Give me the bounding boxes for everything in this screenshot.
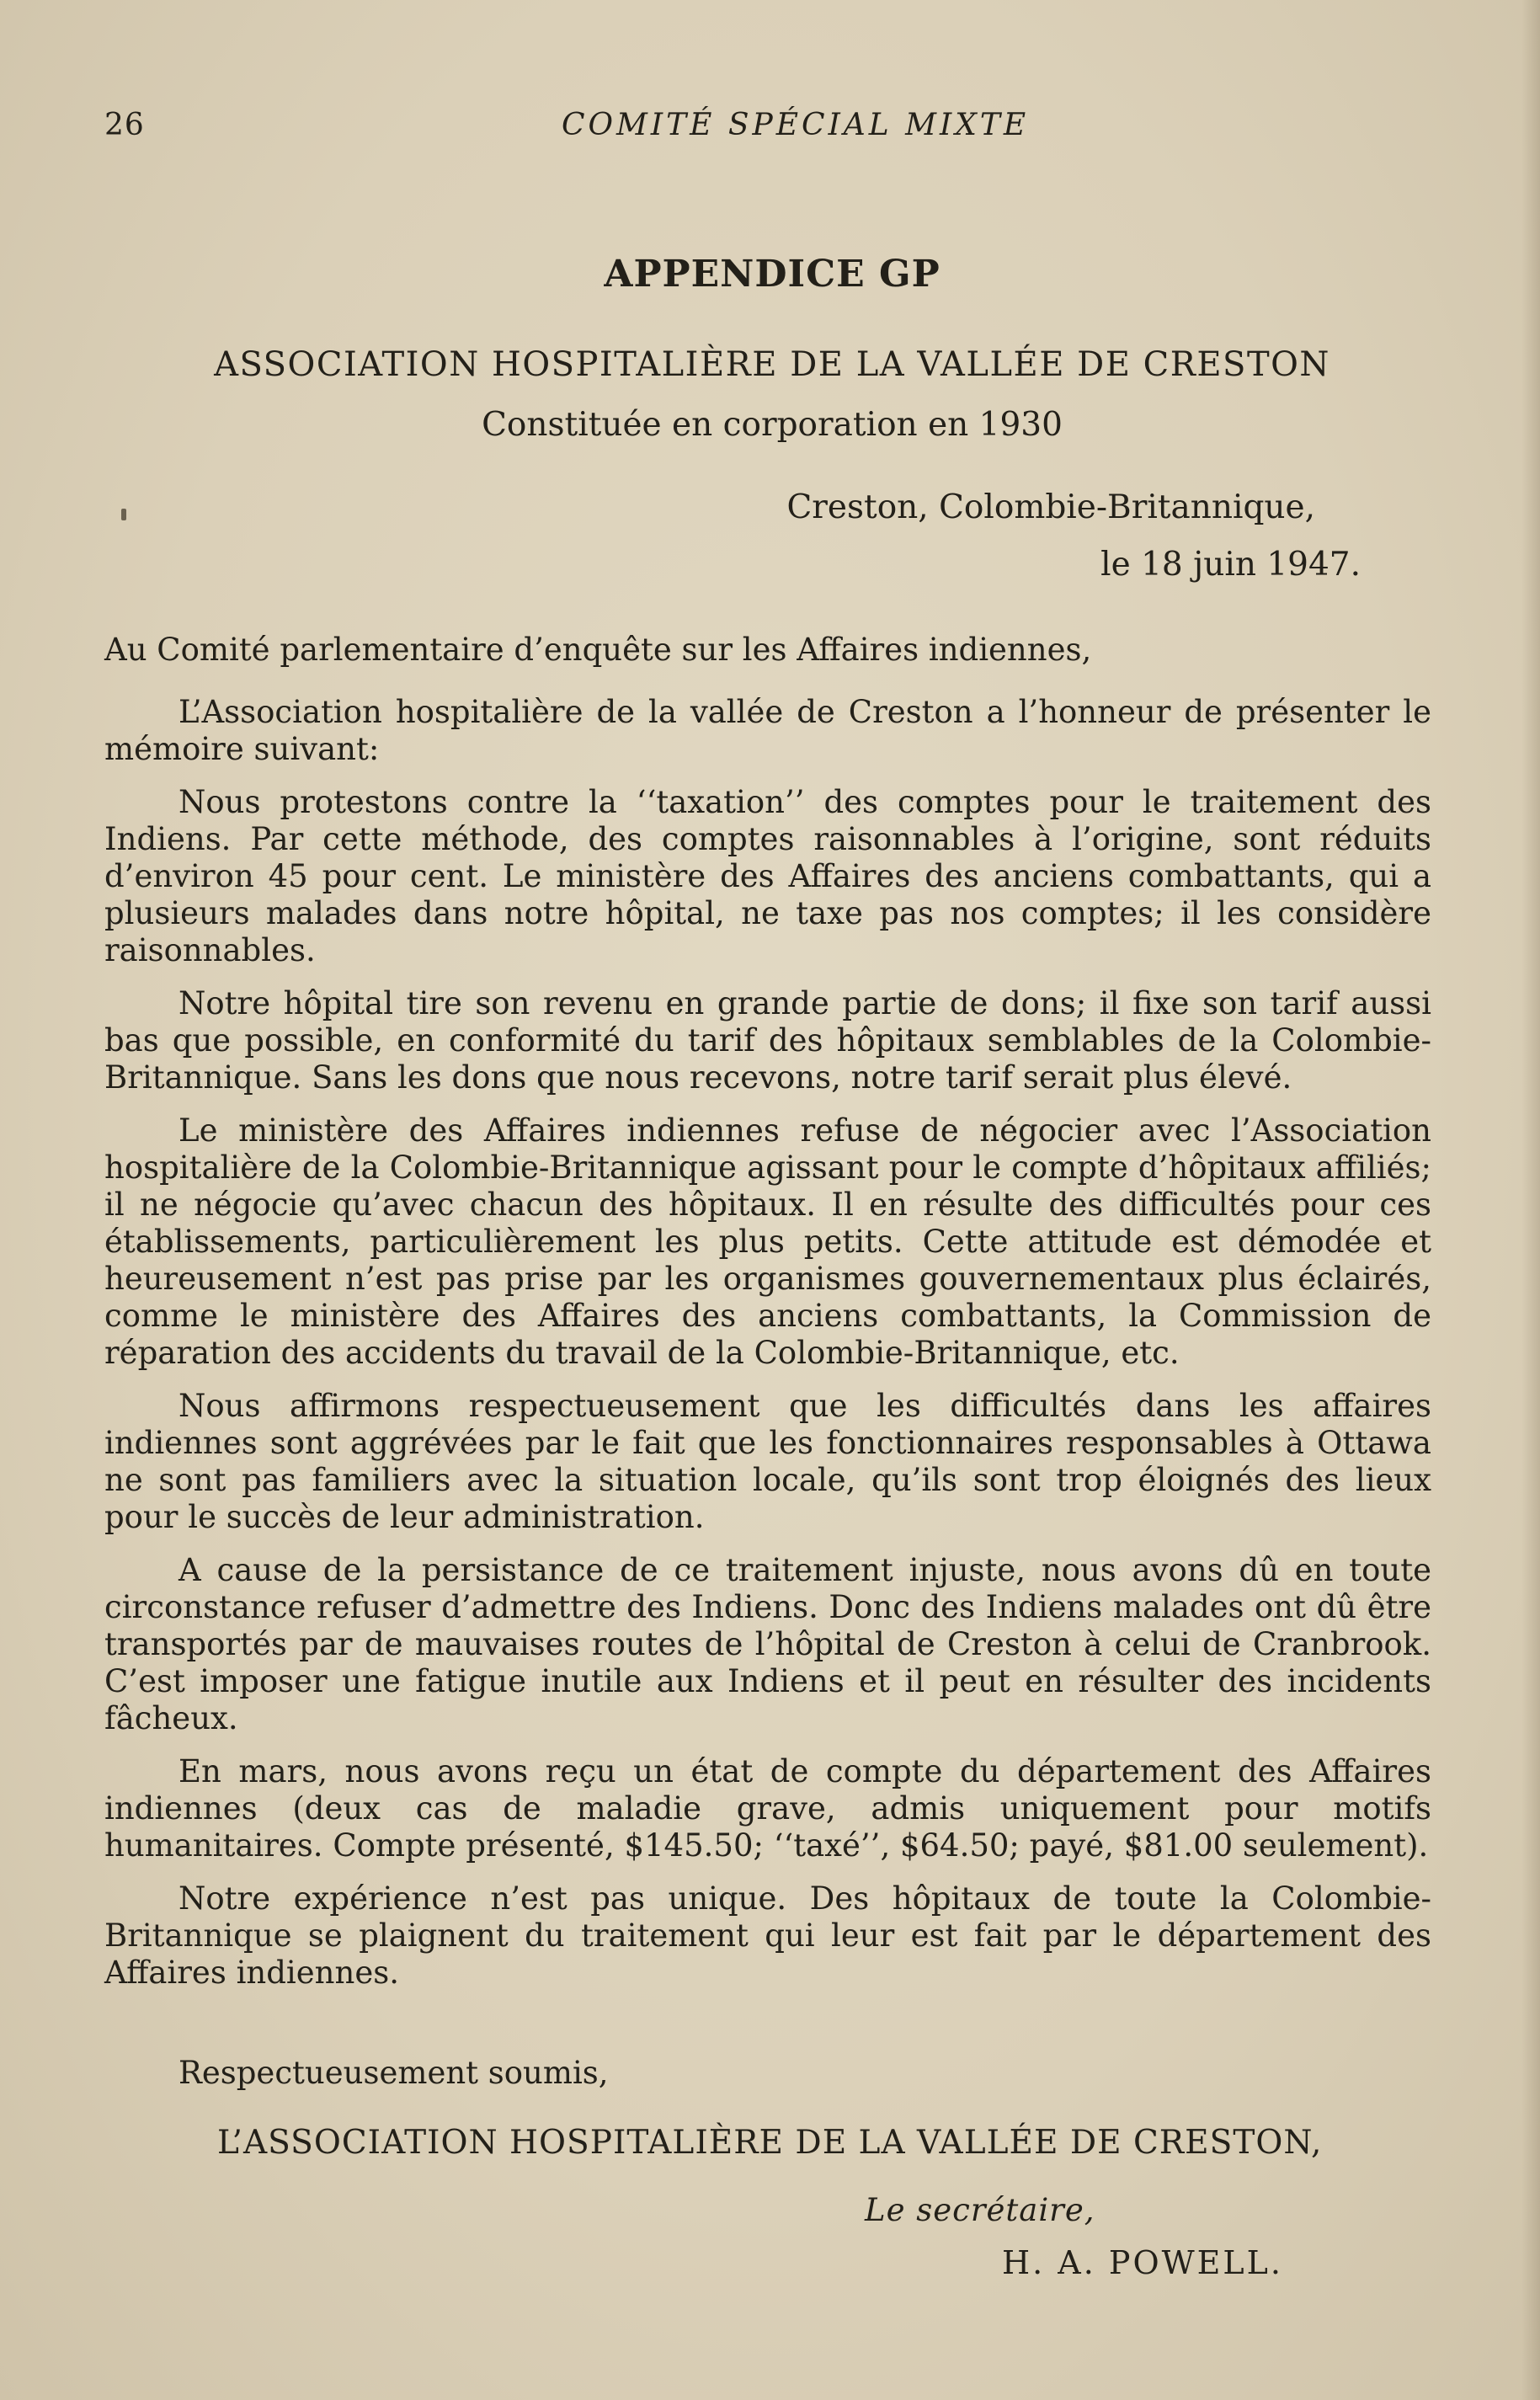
running-header: [104, 108, 1418, 150]
paragraph: Nous affirmons respectueusement que les difficultés dans les affaires indiennes sont aggrévées par le fait que les fonctionnaires responsables à Ottawa ne sont pas familiers avec la situation locale, qu’ils sont trop éloignés des lieux pour le succès de leur administration.: [104, 1388, 1431, 1535]
paragraph: A cause de la persistance de ce traitement injuste, nous avons dû en toute circonstance refuser d’admettre des Indiens. Donc des Indiens malades ont dû être transportés par de mauvaises routes de l’hôpital de Creston à celui de Cranbrook. C’est imposer une fatigue inutile aux Indiens et il peut en résulter des incidents fâcheux.: [104, 1552, 1431, 1736]
paragraph: En mars, nous avons reçu un état de compte du département des Affaires indiennes (deux cas de maladie grave, admis uniquement pour motifs humanitaires. Compte présenté, $145.50; ‘‘taxé’’, $64.50; payé, $81.00 seulement).: [104, 1753, 1431, 1864]
paragraph: Nous protestons contre la ‘‘taxation’’ des comptes pour le traitement des Indiens. Par cette méthode, des comptes raisonnables à l’origine, sont réduits d’environ 45 pour cent. Le ministère des Affaires des anciens combattants, qui a plusieurs malades dans notre hôpital, ne taxe pas nos comptes; il les considère raisonnables.: [104, 784, 1431, 968]
salutation: Au Comité parlementaire d’enquête sur les Affaires indiennes,: [104, 632, 1092, 668]
signature-role: Le secrétaire,: [865, 2192, 1095, 2228]
dateline-place: Creston, Colombie-Britannique,: [786, 488, 1315, 526]
organization-name: ASSOCIATION HOSPITALIÈRE DE LA VALLÉE DE CRESTON: [214, 345, 1330, 384]
signature-name: H. A. POWELL.: [1002, 2244, 1283, 2281]
signature-organization: L’ASSOCIATION HOSPITALIÈRE DE LA VALLÉE DE CRESTON,: [217, 2124, 1323, 2162]
closing-line: Respectueusement soumis,: [179, 2055, 609, 2091]
appendix-title: APPENDICE GP: [604, 253, 941, 296]
incorporation-line: Constituée en corporation en 1930: [482, 406, 1063, 444]
dateline-date: le 18 juin 1947.: [1100, 546, 1361, 584]
page-number: 26: [104, 108, 145, 142]
paragraph: Notre hôpital tire son revenu en grande partie de dons; il fixe son tarif aussi bas que possible, en conformité du tarif des hôpitaux semblables de la Colombie-Britannique. Sans les dons que nous recevons, notre tarif serait plus élevé.: [104, 985, 1431, 1096]
running-title: COMITÉ SPÉCIAL MIXTE: [562, 108, 1030, 142]
page-edge-shadow: [1521, 0, 1540, 2400]
paragraph: L’Association hospitalière de la vallée de Creston a l’honneur de présenter le mémoire suivant:: [104, 694, 1431, 767]
paragraph: Notre expérience n’est pas unique. Des hôpitaux de toute la Colombie-Britannique se plaignent du traitement qui leur est fait par le département des Affaires indiennes.: [104, 1880, 1431, 1991]
paragraph: Le ministère des Affaires indiennes refuse de négocier avec l’Association hospitalière de la Colombie-Britannique agissant pour le compte d’hôpitaux affiliés; il ne négocie qu’avec chacun des hôpitaux. Il en résulte des difficultés pour ces établissements, particulièrement les plus petits. Cette attitude est démodée et heureusement n’est pas prise par les organismes gouvernementaux plus éclairés, comme le ministère des Affaires des anciens combattants, la Commission de réparation des accidents du travail de la Colombie-Britannique, etc.: [104, 1112, 1431, 1371]
letter-body: [104, 632, 1431, 2008]
print-speck: [121, 509, 126, 520]
